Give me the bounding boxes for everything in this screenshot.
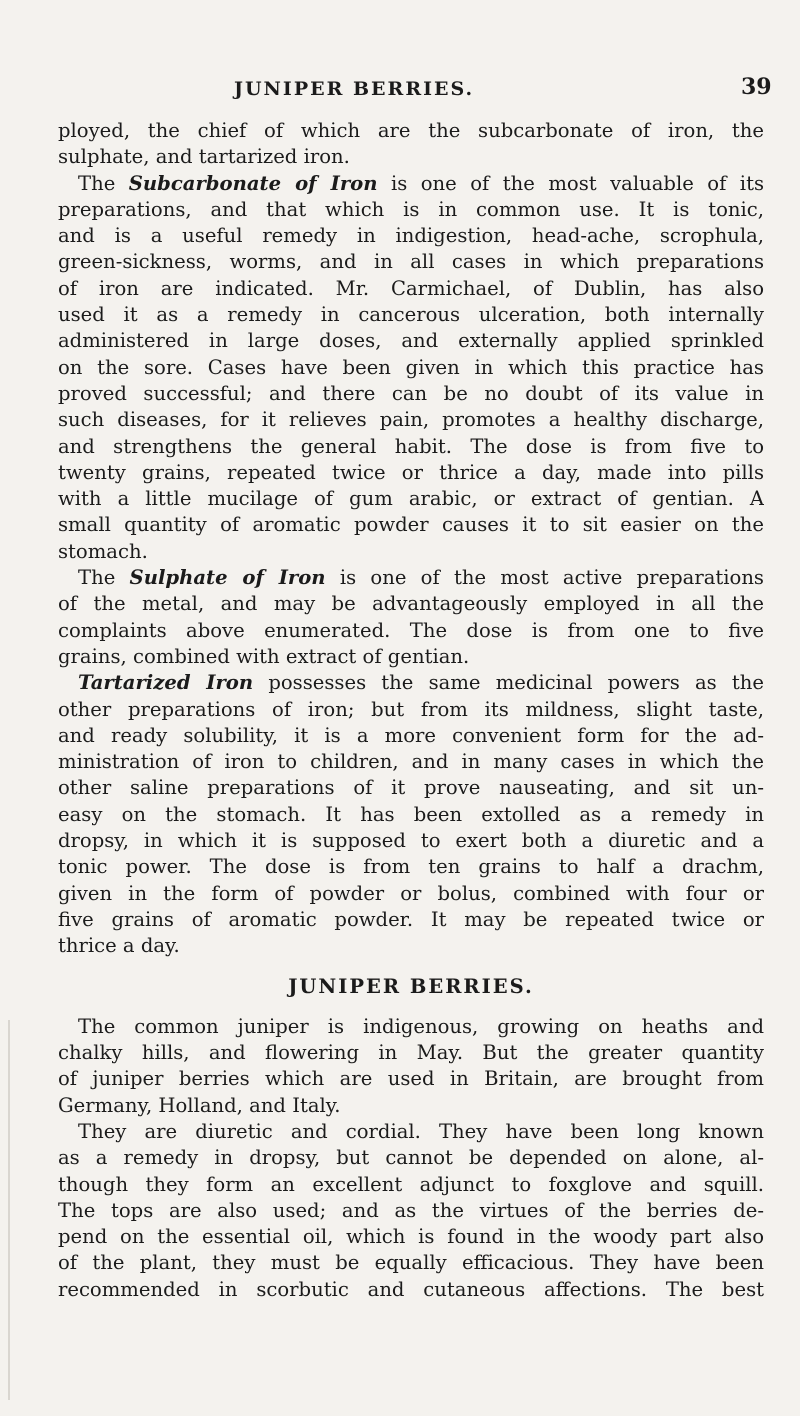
section-heading: JUNIPER BERRIES. [288,974,534,998]
term-sulphate-of-iron: Sulphate of Iron [129,566,326,590]
text-line: grains, combined with extract of gentian. [58,644,470,668]
text-line: thrice a day. [58,934,180,958]
text-line: pend on the essential oil, which is found in the woody part also [58,1225,764,1249]
text-line: other preparations of iron; but from its mildness, slight taste, [58,697,764,721]
text-line: administered in large doses, and externally applied sprinkled [58,329,764,353]
text-line: ployed, the chief of which are the subcarbonate of iron, the [58,119,764,142]
text-line: preparations, and that which is in common use. It is tonic, [58,197,764,221]
line-rest: is one of the most active preparations [325,566,764,590]
text-line: on the sore. Cases have been given in which this practice has [58,355,764,379]
text-line: small quantity of aromatic powder causes it to sit easier on the [58,513,764,537]
text-line: such diseases, for it relieves pain, promotes a healthy discharge, [58,408,764,432]
running-title: JUNIPER BERRIES. [234,78,475,100]
text-line: proved successful; and there can be no doubt of its value in [58,381,764,405]
text-line: easy on the stomach. It has been extolled as a remedy in [58,802,764,826]
text-line: The tops are also used; and as the virtues of the berries de- [58,1198,764,1222]
text-line: given in the form of powder or bolus, combined with four or [58,881,764,905]
paragraph-first-line [58,565,764,591]
text-line: five grains of aromatic powder. It may be repeated twice or [58,907,764,931]
text-line: used it as a remedy in cancerous ulceration, both internally [58,303,764,327]
line-rest: is one of the most valuable of its [377,171,764,195]
text-line: sulphate, and tartarized iron. [58,145,350,169]
text-line: recommended in scorbutic and cutaneous affections. The best [58,1277,764,1301]
paragraph-first-line: They are diuretic and cordial. They have been long known [78,1119,764,1143]
text-line: green-sickness, worms, and in all cases in which preparations [58,250,764,274]
text-line: of juniper berries which are used in Britain, are brought from [58,1067,764,1091]
running-head [0,74,800,114]
text-line: twenty grains, repeated twice or thrice a day, made into pills [58,460,764,484]
text-line: of the plant, they must be equally efficacious. They have been [58,1251,764,1275]
text-line: of iron are indicated. Mr. Carmichael, of Dublin, has also [58,276,764,300]
text-line: and ready solubility, it is a more convenient form for the ad- [58,723,764,747]
text-line: though they form an excellent adjunct to foxglove and squill. [58,1172,764,1196]
text-line: dropsy, in which it is supposed to exert both a diuretic and a [58,829,764,853]
text-line: tonic power. The dose is from ten grains to half a drachm, [58,855,764,879]
paragraph-first-line: The common juniper is indigenous, growing on heaths and [78,1014,764,1038]
text-line: other saline preparations of it prove nauseating, and sit un- [58,776,764,800]
line-rest: possesses the same medicinal powers as the [253,671,764,695]
text-line: and is a useful remedy in indigestion, head-ache, scrophula, [58,224,764,248]
text-line: Germany, Holland, and Italy. [58,1093,341,1117]
text-line: stomach. [58,539,148,563]
text-line: with a little mucilage of gum arabic, or extract of gentian. A [58,487,764,511]
text-line: and strengthens the general habit. The dose is from five to [58,434,764,458]
page-edge-shadow [8,1020,10,1400]
paragraph-first-line [58,670,764,696]
text-line: as a remedy in dropsy, but cannot be depended on alone, al- [58,1146,764,1170]
term-tartarized-iron: Tartarized Iron [78,671,254,695]
text-line: of the metal, and may be advantageously employed in all the [58,592,764,616]
text-line: chalky hills, and flowering in May. But the greater quantity [58,1041,764,1065]
text-line: ministration of iron to children, and in many cases in which the [58,750,764,774]
term-subcarbonate-of-iron: Subcarbonate of Iron [128,171,378,195]
lead-text: The [78,566,130,590]
lead-text: The [78,171,129,195]
paragraph-first-line [58,171,764,197]
body-text [58,118,764,1303]
page-number: 39 [741,74,772,100]
text-line: complaints above enumerated. The dose is from one to five [58,618,764,642]
